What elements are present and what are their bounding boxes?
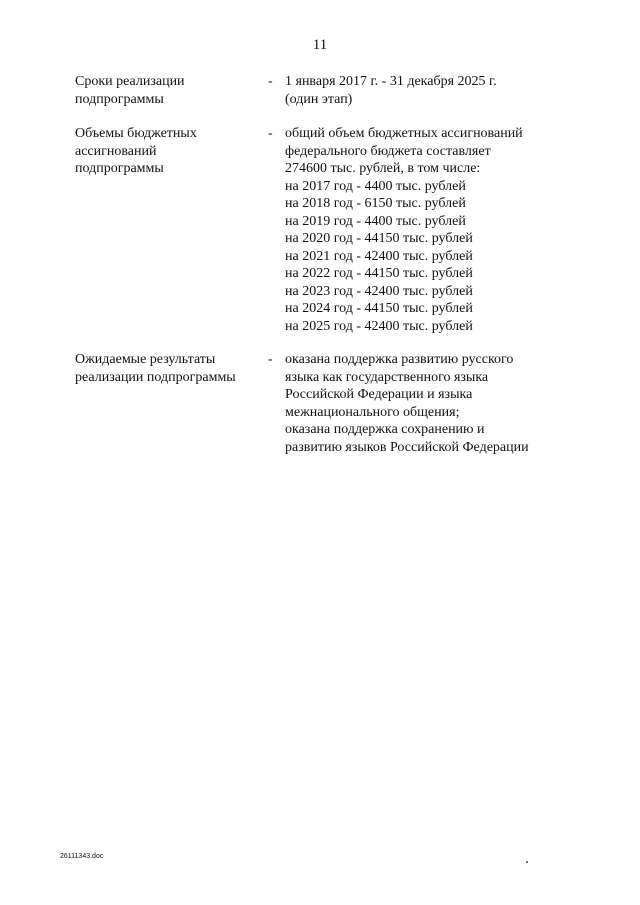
row-label	[75, 73, 255, 108]
row-label	[75, 351, 255, 386]
value-line: на 2021 год - 42400 тыс. рублей	[285, 248, 473, 264]
row-value	[285, 125, 585, 335]
value-line: на 2025 год - 42400 тыс. рублей	[285, 318, 473, 334]
value-line: на 2023 год - 42400 тыс. рублей	[285, 283, 473, 299]
label-line: Сроки реализации	[75, 74, 185, 89]
label-line: подпрограммы	[75, 91, 164, 107]
value-line: оказана поддержка развитию русского	[285, 352, 514, 367]
value-line: оказана поддержка сохранению и	[285, 422, 485, 437]
value-line: на 2022 год - 44150 тыс. рублей	[285, 266, 473, 281]
label-line: ассигнований	[75, 143, 157, 159]
value-line: на 2018 год - 6150 тыс. рублей	[285, 196, 466, 211]
value-line: развитию языков Российской Федерации	[285, 439, 529, 455]
value-line: 1 января 2017 г. - 31 декабря 2025 г.	[285, 74, 497, 89]
value-line: языка как государственного языка	[285, 369, 489, 385]
row-label	[75, 125, 255, 178]
value-line: 274600 тыс. рублей, в том числе:	[285, 161, 481, 176]
value-line: (один этап)	[285, 91, 353, 107]
footer-dot-mark	[526, 861, 528, 863]
value-line: на 2024 год - 44150 тыс. рублей	[285, 301, 473, 316]
footer-doc-code: 26111343.doc	[60, 853, 104, 860]
value-line: на 2019 год - 4400 тыс. рублей	[285, 213, 466, 229]
label-line: Ожидаемые результаты	[75, 352, 216, 367]
page-number: 11	[312, 37, 328, 53]
row-value	[285, 351, 585, 456]
row-value	[285, 73, 585, 108]
value-line: федерального бюджета составляет	[285, 143, 491, 159]
dash-separator: -	[268, 74, 273, 89]
dash-separator: -	[268, 126, 273, 141]
label-line: подпрограммы	[75, 161, 164, 176]
value-line: общий объем бюджетных ассигнований	[285, 126, 523, 141]
value-line: на 2017 год - 4400 тыс. рублей	[285, 178, 466, 194]
value-line: межнационального общения;	[285, 404, 460, 420]
value-line: на 2020 год - 44150 тыс. рублей	[285, 231, 473, 246]
dash-separator: -	[268, 352, 273, 367]
label-line: реализации подпрограммы	[75, 369, 236, 385]
label-line: Объемы бюджетных	[75, 126, 197, 141]
value-line: Российской Федерации и языка	[285, 387, 473, 402]
